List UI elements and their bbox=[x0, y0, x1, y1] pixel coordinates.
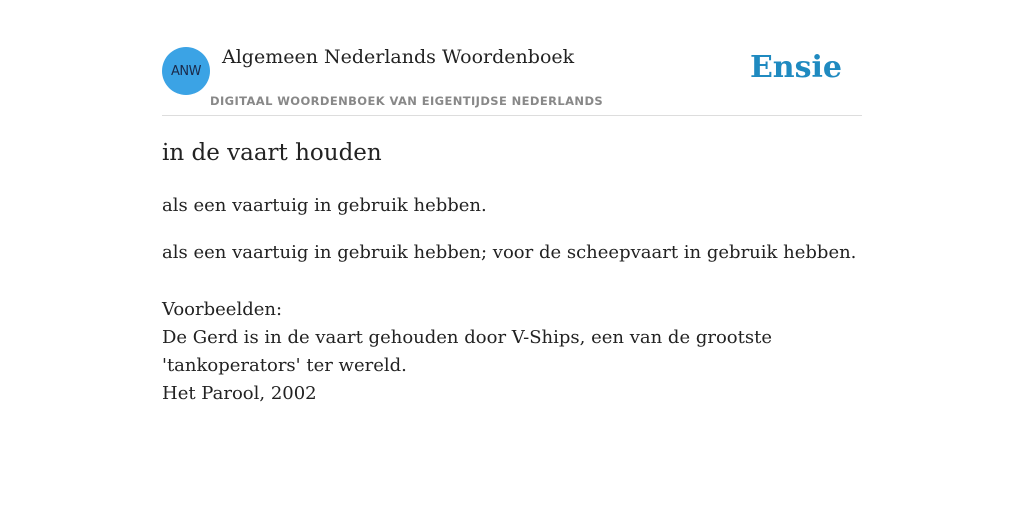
page-container bbox=[162, 0, 862, 404]
example-line-1: De Gerd is in de vaart gehouden door V-Ships, een van de grootste bbox=[162, 327, 772, 348]
long-definition: als een vaartuig in gebruik hebben; voor de scheepvaart in gebruik hebben. bbox=[162, 242, 857, 263]
short-definition: als een vaartuig in gebruik hebben. bbox=[162, 195, 487, 216]
anw-logo[interactable] bbox=[162, 47, 210, 95]
example-line-2: 'tankoperators' ter wereld. bbox=[162, 355, 407, 376]
example-source: Het Parool, 2002 bbox=[162, 383, 317, 404]
ensie-brand-link[interactable]: Ensie bbox=[749, 50, 842, 85]
examples-block bbox=[162, 296, 802, 408]
site-title[interactable]: Algemeen Nederlands Woordenboek bbox=[222, 46, 575, 68]
logo-text: ANW bbox=[171, 63, 201, 79]
examples-label: Voorbeelden: bbox=[162, 299, 283, 320]
entry-title: in de vaart houden bbox=[162, 140, 382, 166]
site-header bbox=[162, 0, 862, 116]
site-subtitle: DIGITAAL WOORDENBOEK VAN EIGENTIJDSE NEDERLANDS bbox=[210, 94, 604, 108]
